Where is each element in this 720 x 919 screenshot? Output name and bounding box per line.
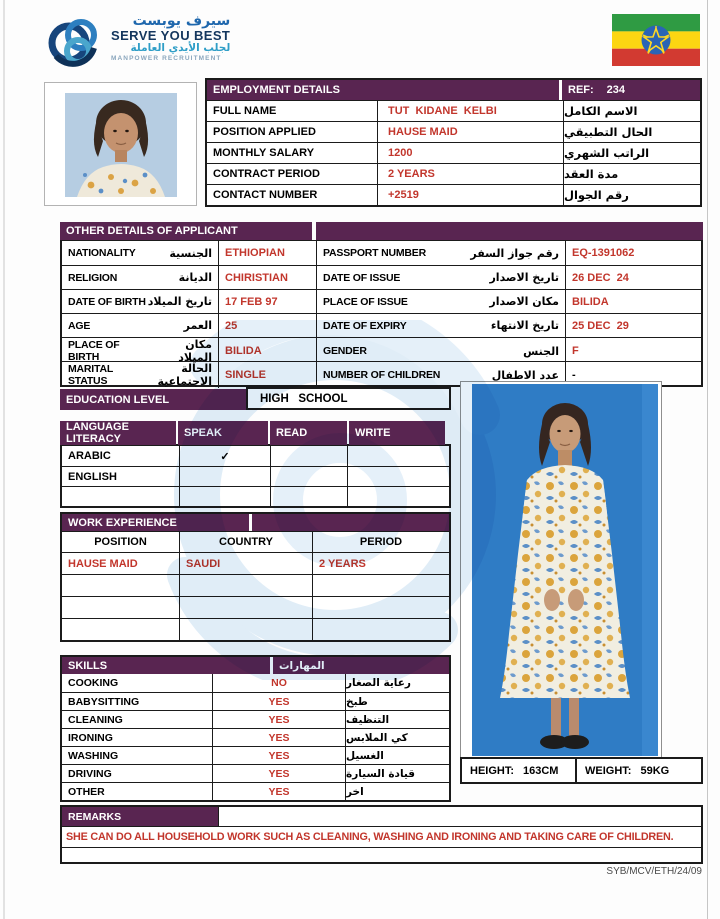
employment-details-title: EMPLOYMENT DETAILS: [207, 80, 562, 100]
field-label: CONTRACT PERIOD: [213, 168, 320, 180]
work-experience-title-spacer: [252, 514, 449, 531]
physique-table: [460, 757, 703, 784]
ethiopia-flag-icon: [612, 14, 700, 66]
work-experience-table: [60, 512, 451, 642]
skill-label: BABYSITTING: [68, 695, 140, 708]
skills-table: [60, 655, 451, 802]
field-label-arabic: الراتب الشهري: [564, 146, 650, 160]
height-label: HEIGHT:: [470, 764, 514, 777]
position-value: HAUSE MAID: [68, 557, 138, 570]
field-value: +2519: [377, 185, 564, 205]
skill-value: YES: [212, 747, 346, 764]
checkmark-icon: ✓: [179, 446, 270, 466]
field-label: PLACE OF ISSUE: [323, 295, 408, 308]
applicant-fullbody-frame: [460, 381, 662, 758]
other-details-row: [62, 265, 701, 289]
language-header: LANGUAGE LITERACY: [60, 421, 176, 445]
language-name: ARABIC: [68, 450, 111, 462]
country-header: COUNTRY: [179, 532, 312, 552]
ref-number: [562, 80, 700, 100]
applicant-fullbody-photo: [472, 384, 658, 756]
skill-label: OTHER: [68, 785, 105, 798]
work-experience-row: [62, 574, 449, 596]
field-label: MARITAL STATUS: [68, 363, 113, 387]
employment-row-position: [207, 121, 700, 142]
skill-label: DRIVING: [68, 767, 112, 780]
applicant-portrait-photo: [65, 93, 177, 197]
employment-row-salary: [207, 142, 700, 163]
language-name: ENGLISH: [68, 470, 117, 483]
skill-row-washing: [62, 746, 449, 764]
language-row-empty: [62, 486, 449, 506]
field-label: RELIGION: [68, 271, 118, 284]
skills-title-arabic: المهارات: [273, 657, 449, 674]
language-literacy-table: [60, 421, 451, 508]
weight-label: WEIGHT:: [585, 764, 632, 777]
language-name: [62, 487, 179, 506]
field-label-arabic: تاريخ الانتهاء: [490, 319, 559, 332]
education-level-value: HIGH SCHOOL: [246, 387, 451, 410]
field-label: AGE: [68, 319, 91, 332]
field-label: GENDER: [323, 345, 367, 357]
field-label: NATIONALITY: [68, 247, 136, 259]
remarks-empty-row: [62, 847, 701, 862]
position-value: [62, 619, 179, 640]
skill-row-babysitting: [62, 692, 449, 710]
skill-value: YES: [212, 711, 346, 728]
field-label-arabic: الجنسية: [169, 246, 212, 260]
remarks-title: REMARKS: [62, 807, 219, 826]
other-details-row: [62, 289, 701, 313]
field-value: SINGLE: [218, 362, 316, 388]
field-value: CHIRISTIAN: [218, 266, 316, 289]
skill-value: YES: [212, 729, 346, 746]
field-value: 17 FEB 97: [218, 290, 316, 313]
skill-row-other: [62, 782, 449, 800]
weight-value: 59KG: [640, 764, 670, 777]
agency-tagline: MANPOWER RECRUITMENT: [111, 55, 222, 63]
height-cell: [462, 759, 575, 782]
period-header: PERIOD: [312, 532, 449, 552]
field-value: F: [565, 338, 701, 364]
field-label: DATE OF EXPIRY: [323, 319, 407, 332]
field-label-arabic: تاريخ الميلاد: [147, 295, 212, 308]
education-level-title: EDUCATION LEVEL: [60, 389, 246, 410]
read-cell: [270, 467, 347, 486]
field-value: 26 DEC 24: [565, 266, 701, 289]
skill-value: NO: [212, 674, 346, 692]
write-cell: [347, 446, 449, 466]
skill-label: IRONING: [68, 731, 113, 744]
remarks-text: SHE CAN DO ALL HOUSEHOLD WORK SUCH AS CLEANING, WASHING AND IRONING AND TAKING CARE OF CHILDREN.: [62, 826, 701, 847]
other-details-table: [60, 222, 703, 387]
other-details-row: [62, 241, 701, 265]
skill-label-arabic: قيادة السيارة: [346, 767, 416, 780]
skill-label: CLEANING: [68, 713, 123, 726]
speak-header: SPEAK: [178, 421, 268, 445]
language-row-arabic: [62, 446, 449, 466]
work-experience-row: [62, 618, 449, 640]
field-label: PASSPORT NUMBER: [323, 247, 426, 259]
field-label: DATE OF BIRTH: [68, 295, 146, 308]
write-cell: [347, 467, 449, 486]
field-label: POSITION APPLIED: [213, 126, 316, 138]
field-value: BILIDA: [218, 338, 316, 364]
period-value: [312, 619, 449, 640]
country-value: [179, 597, 312, 618]
field-label: MONTHLY SALARY: [213, 147, 315, 159]
skill-row-ironing: [62, 728, 449, 746]
field-label-arabic: الحال التطبيقي: [564, 125, 653, 139]
read-cell: [270, 446, 347, 466]
field-label-arabic: مكان الاصدار: [489, 295, 559, 308]
document-reference-code: SYB/MCV/ETH/24/09: [606, 866, 702, 877]
skill-row-driving: [62, 764, 449, 782]
field-value: BILIDA: [565, 290, 701, 313]
employment-row-contract: [207, 163, 700, 184]
language-row-english: [62, 466, 449, 486]
read-header: READ: [270, 421, 347, 445]
employment-details-table: [205, 78, 702, 207]
country-value: SAUDI: [179, 553, 312, 574]
employment-row-full-name: [207, 100, 700, 121]
field-label: FULL NAME: [213, 105, 277, 117]
agency-name: SERVE YOU BEST: [111, 28, 231, 44]
skill-label-arabic: رعاية الصغار: [346, 677, 411, 689]
period-value: [312, 575, 449, 596]
field-value: 2 YEARS: [377, 164, 564, 184]
agency-logo: [44, 12, 230, 72]
skill-label: WASHING: [68, 749, 119, 762]
country-value: [179, 575, 312, 596]
field-value: 25: [218, 314, 316, 337]
field-label: PLACE OF BIRTH: [68, 339, 120, 363]
weight-cell: [575, 759, 701, 782]
field-label-arabic: العمر: [183, 319, 212, 332]
page-right-edge: [707, 0, 708, 919]
work-experience-title: WORK EXPERIENCE: [62, 514, 252, 531]
field-value: -: [565, 362, 701, 388]
skill-value: YES: [212, 765, 346, 782]
field-label-arabic: رقم الجوال: [564, 188, 629, 202]
skill-value: YES: [212, 693, 346, 710]
field-value: HAUSE MAID: [377, 122, 564, 142]
skill-label-arabic: كي الملابس: [346, 731, 408, 744]
page-left-edge: [3, 0, 5, 919]
field-value: ETHIOPIAN: [218, 241, 316, 265]
other-details-row: [62, 337, 701, 364]
skill-label-arabic: التنظيف: [346, 713, 390, 726]
field-value: 25 DEC 29: [565, 314, 701, 337]
period-value: 2 YEARS: [312, 553, 449, 574]
other-details-title: OTHER DETAILS OF APPLICANT: [60, 222, 316, 240]
employment-row-contact: [207, 184, 700, 205]
country-value: [179, 619, 312, 640]
read-cell: [270, 487, 347, 506]
work-experience-row: [62, 552, 449, 574]
field-label-arabic: رقم جواز السفر: [470, 246, 559, 260]
field-label-arabic: الحالة الاجتماعية: [157, 362, 212, 388]
field-label-arabic: تاريخ الاصدار: [489, 271, 559, 284]
field-label: DATE OF ISSUE: [323, 271, 401, 284]
field-value: 1200: [377, 143, 564, 163]
field-label-arabic: الديانة: [178, 271, 212, 284]
skill-label-arabic: اخر: [346, 785, 364, 798]
field-label-arabic: الجنس: [523, 344, 559, 358]
speak-cell: [179, 467, 270, 486]
period-value: [312, 597, 449, 618]
position-header: POSITION: [94, 536, 147, 548]
ref-label: REF:: [568, 84, 594, 96]
field-label: CONTACT NUMBER: [213, 189, 318, 201]
field-label-arabic: عدد الاطفال: [491, 368, 559, 382]
applicant-portrait-frame: [44, 82, 197, 206]
skill-row-cleaning: [62, 710, 449, 728]
height-value: 163CM: [523, 764, 559, 777]
position-value: [62, 597, 179, 618]
remarks-table: [60, 805, 703, 864]
ref-value: 234: [606, 84, 626, 96]
skill-label-arabic: طبخ: [346, 695, 368, 708]
field-label: NUMBER OF CHILDREN: [323, 369, 441, 381]
field-label-arabic: مكان الميلاد: [178, 338, 212, 364]
skill-row-cooking: [62, 674, 449, 692]
other-details-row: [62, 313, 701, 337]
position-value: [62, 575, 179, 596]
field-label-arabic: الاسم الكامل: [564, 104, 638, 118]
field-label-arabic: مدة العقد: [564, 167, 619, 181]
agency-arabic-name: سيرف يوبست: [132, 13, 231, 29]
work-experience-row: [62, 596, 449, 618]
logo-knot-icon: [44, 12, 104, 72]
skills-title: SKILLS: [62, 657, 273, 674]
skill-label-arabic: الغسيل: [346, 749, 384, 762]
write-header: WRITE: [349, 421, 445, 445]
speak-cell: [179, 487, 270, 506]
write-cell: [347, 487, 449, 506]
other-details-title-spacer: [316, 222, 703, 240]
field-value: EQ-1391062: [565, 241, 701, 265]
skill-value: YES: [212, 783, 346, 800]
agency-arabic-tagline: لجلب الأيدي العاملة: [130, 42, 231, 55]
skill-label: COOKING: [68, 677, 119, 689]
field-value: TUT KIDANE KELBI: [377, 101, 564, 121]
